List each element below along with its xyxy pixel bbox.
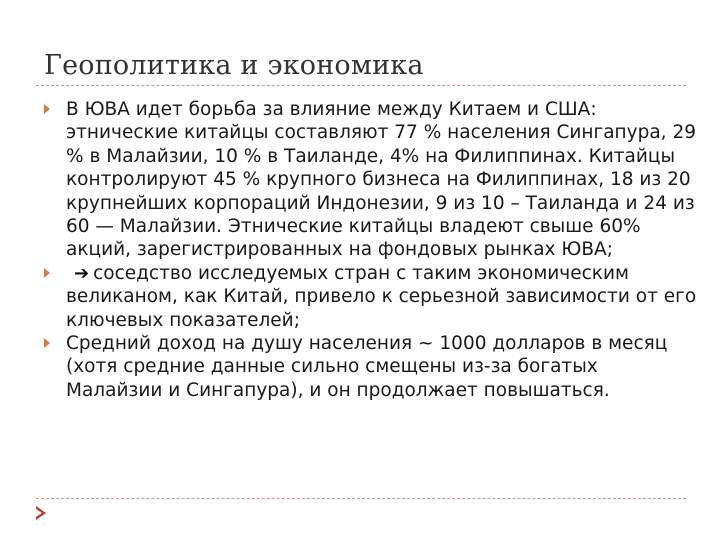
footer-divider — [36, 498, 686, 499]
arrow-right-icon: ➔ — [74, 262, 90, 284]
bullet-text: В ЮВА идет борьба за влияние между Китаем и США: этнические китайцы составляют 77 % населения Сингапура, 29 % в Малайзии, 10 % в Таиланде, 4% на Филиппинах. Китайцы контролируют 45 % крупного бизнеса на Филиппинах, 18 из 20 крупнейших корпораций Индонезии, 9 из 10 – Таиланда и 24 из 60 — Малайзии. Этнические китайцы владеют свыше 60% акций, зарегистрированных на фондовых рынках ЮВА; — [66, 99, 696, 261]
bullet-text: Средний доход на душу населения ~ 1000 долларов в месяц (хотя средние данные сильно смещены из-за богатых Малайзии и Сингапура), и он продолжает повышаться. — [66, 333, 668, 401]
title-divider — [36, 85, 686, 86]
bullet-item — [44, 332, 699, 402]
bullet-triangle-icon — [44, 338, 50, 348]
slide-title: Геополитика и экономика — [44, 50, 424, 81]
bullet-item — [44, 98, 699, 262]
slide-content — [44, 98, 699, 402]
bullet-item — [44, 262, 699, 332]
corner-flag-icon — [34, 505, 48, 521]
bullet-text: соседство исследуемых стран с таким экономическим великаном, как Китай, привело к серьезной зависимости от его ключевых показателей; — [66, 262, 697, 331]
bullet-triangle-icon — [44, 268, 50, 278]
bullet-triangle-icon — [44, 104, 50, 114]
